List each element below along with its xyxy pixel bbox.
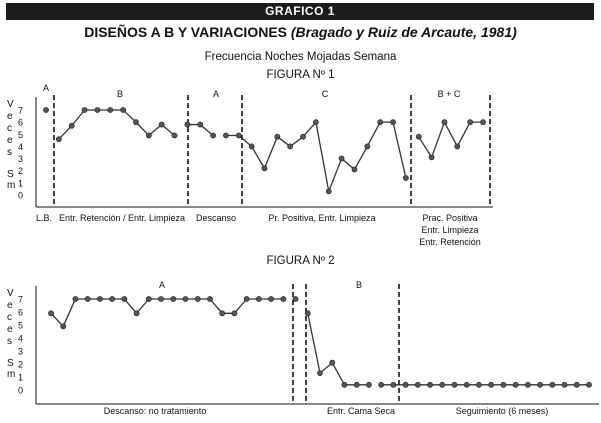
fig1-data-point xyxy=(468,120,473,125)
fig1-condition-label: L.B. xyxy=(35,213,53,223)
fig2-y-label-letter: e xyxy=(7,300,13,311)
fig2-data-point xyxy=(415,382,420,387)
fig1-y-tick-label: 2 xyxy=(18,166,24,177)
fig2-data-point xyxy=(195,296,200,301)
fig1-data-point xyxy=(43,107,48,112)
fig2-data-point xyxy=(256,296,261,301)
fig1-data-point xyxy=(429,155,434,160)
fig2-data-point xyxy=(244,296,249,301)
fig2-series-line xyxy=(308,313,369,385)
fig2-data-point xyxy=(501,382,506,387)
fig1-data-point xyxy=(288,144,293,149)
fig1-data-point xyxy=(69,123,74,128)
fig1-series-line xyxy=(59,110,175,139)
fig2-data-point xyxy=(440,382,445,387)
fig2-data-point xyxy=(73,296,78,301)
fig2-data-point xyxy=(171,296,176,301)
fig2-data-point xyxy=(281,296,286,301)
fig2-data-point xyxy=(110,296,115,301)
fig2-phase-label: A xyxy=(158,280,166,290)
fig1-phase-label: C xyxy=(321,89,329,99)
fig2-data-point xyxy=(391,382,396,387)
fig1-y-tick-label: 6 xyxy=(18,117,24,128)
fig2-data-point xyxy=(61,324,66,329)
fig2-data-point xyxy=(586,382,591,387)
fig1-data-point xyxy=(365,144,370,149)
fig1-y-tick-label: 7 xyxy=(18,105,24,116)
fig1-phase-label: A xyxy=(42,83,50,93)
fig1-data-point xyxy=(326,189,331,194)
fig1-data-point xyxy=(146,133,151,138)
fig1-condition-label: Pr. Positiva, Entr. Limpieza xyxy=(268,213,376,223)
fig2-y-label-letter: m xyxy=(7,369,16,380)
fig1-y-label-letter: s xyxy=(7,147,12,158)
fig1-phase-label: A xyxy=(212,89,220,99)
fig2-data-point xyxy=(427,382,432,387)
fig2-condition-label: Seguimiento (6 meses) xyxy=(455,406,549,416)
fig1-data-point xyxy=(352,167,357,172)
fig1-data-point xyxy=(339,156,344,161)
fig1-condition-label: Prac. Positiva xyxy=(422,213,478,223)
fig2-y-label-letter: s xyxy=(7,336,12,347)
fig2-data-point xyxy=(232,311,237,316)
fig2-data-point xyxy=(562,382,567,387)
fig2-data-point xyxy=(317,371,322,376)
fig1-data-point xyxy=(262,166,267,171)
fig2-series-line xyxy=(51,299,283,326)
figure-1-title: FIGURA Nº 1 xyxy=(266,69,335,81)
fig1-y-label-letter: V xyxy=(7,99,14,110)
fig2-data-point xyxy=(464,382,469,387)
chart-subtitle: Frecuencia Noches Mojadas Semana xyxy=(204,51,397,63)
fig1-y-tick-label: 1 xyxy=(18,178,24,189)
fig1-data-point xyxy=(480,120,485,125)
fig1-phase-label: B + C xyxy=(437,89,461,99)
fig1-data-point xyxy=(198,122,203,127)
fig1-data-point xyxy=(121,107,126,112)
fig2-y-label-letter: c xyxy=(7,312,12,323)
fig1-y-tick-label: 4 xyxy=(18,141,24,152)
fig2-data-point xyxy=(48,311,53,316)
fig2-condition-label: Entr. Cama Seca xyxy=(326,406,396,416)
fig2-data-point xyxy=(525,382,530,387)
fig2-data-point xyxy=(122,296,127,301)
fig1-data-point xyxy=(390,120,395,125)
fig2-phase-label: B xyxy=(355,280,363,290)
fig1-condition-label: Entr. Retención / Entr. Limpieza xyxy=(58,213,186,223)
fig2-data-point xyxy=(379,382,384,387)
fig1-y-label-letter: e xyxy=(7,135,13,146)
fig2-y-tick-label: 3 xyxy=(18,346,24,357)
fig2-data-point xyxy=(550,382,555,387)
fig2-y-tick-label: 2 xyxy=(18,359,24,370)
fig1-y-label-letter: c xyxy=(7,123,12,134)
fig2-y-label-letter: e xyxy=(7,324,13,335)
fig1-data-point xyxy=(133,120,138,125)
fig2-y-label-letter: V xyxy=(7,288,14,299)
fig1-data-point xyxy=(249,144,254,149)
fig2-data-point xyxy=(293,296,298,301)
fig2-data-point xyxy=(85,296,90,301)
fig1-data-point xyxy=(455,144,460,149)
fig1-data-point xyxy=(108,107,113,112)
fig2-data-point xyxy=(146,296,151,301)
fig1-data-point xyxy=(313,120,318,125)
fig1-data-point xyxy=(82,107,87,112)
fig2-data-point xyxy=(452,382,457,387)
fig1-condition-label: Entr. Limpieza xyxy=(421,225,479,235)
fig1-y-label-letter: S xyxy=(7,169,14,180)
fig2-data-point xyxy=(158,296,163,301)
fig2-data-point xyxy=(574,382,579,387)
fig2-condition-label: Descanso: no tratamiento xyxy=(103,406,207,416)
fig1-y-tick-label: 0 xyxy=(18,190,24,201)
fig1-data-point xyxy=(275,134,280,139)
fig1-data-point xyxy=(210,133,215,138)
fig1-phase-label: B xyxy=(116,89,124,99)
fig1-data-point xyxy=(300,134,305,139)
fig1-y-tick-label: 5 xyxy=(18,129,24,140)
title-citation: (Bragado y Ruiz de Arcaute, 1981) xyxy=(290,24,517,40)
fig1-condition-label: Entr. Retención xyxy=(419,237,481,247)
figure-2-title: FIGURA Nº 2 xyxy=(266,255,335,267)
fig2-data-point xyxy=(489,382,494,387)
fig2-y-tick-label: 0 xyxy=(18,385,24,396)
fig2-data-point xyxy=(207,296,212,301)
fig2-y-label-letter: S xyxy=(7,358,14,369)
fig1-data-point xyxy=(185,122,190,127)
fig2-data-point xyxy=(403,382,408,387)
fig2-data-point xyxy=(513,382,518,387)
fig2-y-tick-label: 7 xyxy=(18,294,24,305)
banner-text: GRAFICO 1 xyxy=(265,4,335,18)
fig1-condition-label: Descanso xyxy=(195,213,237,223)
fig1-data-point xyxy=(172,133,177,138)
fig2-data-point xyxy=(330,360,335,365)
fig1-data-point xyxy=(236,133,241,138)
fig1-data-point xyxy=(416,134,421,139)
fig1-series-line xyxy=(419,122,483,157)
fig1-y-label-letter: e xyxy=(7,111,13,122)
fig2-data-point xyxy=(183,296,188,301)
fig1-data-point xyxy=(442,120,447,125)
fig2-y-tick-label: 5 xyxy=(18,320,24,331)
fig2-y-tick-label: 1 xyxy=(18,372,24,383)
fig1-data-point xyxy=(378,120,383,125)
fig1-data-point xyxy=(95,107,100,112)
fig2-y-tick-label: 6 xyxy=(18,307,24,318)
fig2-data-point xyxy=(366,382,371,387)
fig2-data-point xyxy=(342,382,347,387)
fig1-data-point xyxy=(223,133,228,138)
fig2-data-point xyxy=(134,311,139,316)
fig2-data-point xyxy=(220,311,225,316)
fig2-data-point xyxy=(354,382,359,387)
fig1-y-label-letter: m xyxy=(7,180,16,191)
fig2-data-point xyxy=(476,382,481,387)
fig1-series-line xyxy=(226,122,406,191)
fig2-data-point xyxy=(537,382,542,387)
fig2-y-tick-label: 4 xyxy=(18,333,24,344)
fig2-data-point xyxy=(97,296,102,301)
fig2-data-point xyxy=(305,311,310,316)
fig1-data-point xyxy=(403,175,408,180)
title-main: DISEÑOS A B Y VARIACIONES xyxy=(84,24,287,40)
fig2-data-point xyxy=(268,296,273,301)
fig1-y-tick-label: 3 xyxy=(18,154,24,165)
fig1-data-point xyxy=(56,137,61,142)
fig1-data-point xyxy=(159,122,164,127)
